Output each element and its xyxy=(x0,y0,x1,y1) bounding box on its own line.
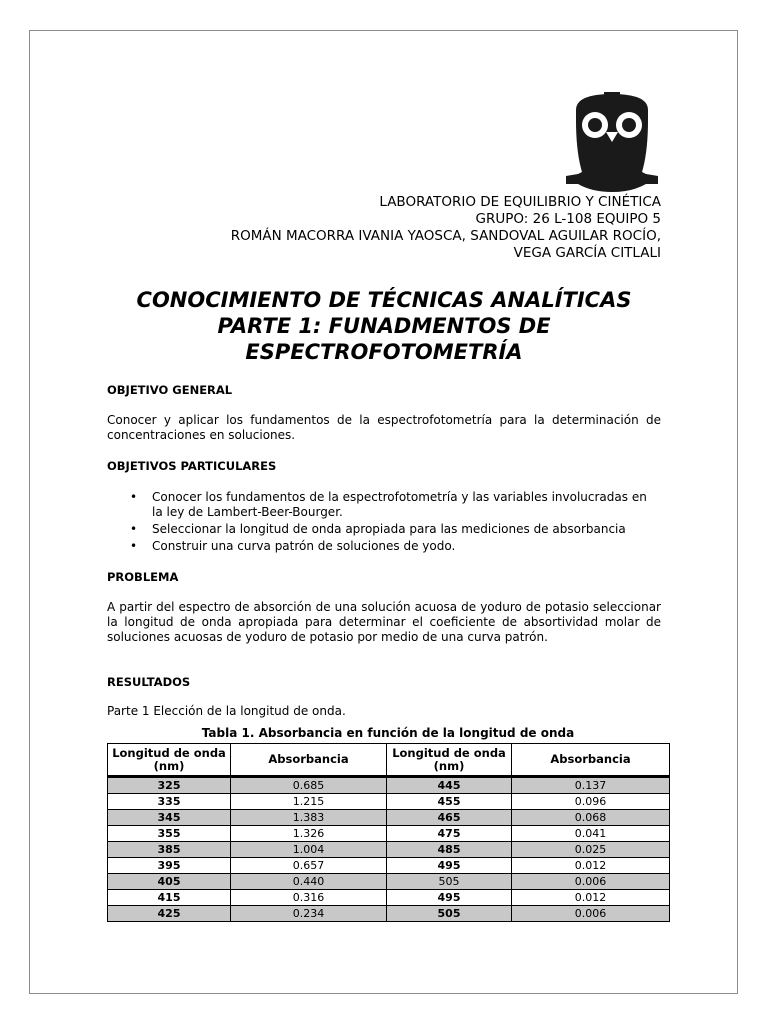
table-row xyxy=(108,777,670,794)
problema-heading: PROBLEMA xyxy=(107,570,179,584)
table-cell: 1.383 xyxy=(231,810,387,826)
table-cell: 355 xyxy=(108,826,231,842)
list-item: • Conocer los fundamentos de la espectrofotometría y las variables involucradas en la ley de Lambert-Beer-Bourger. xyxy=(130,490,647,519)
objetivo-general-heading: OBJETIVO GENERAL xyxy=(107,383,233,397)
table-row xyxy=(108,858,670,874)
bullet-icon: • xyxy=(130,522,138,536)
table-cell: 1.004 xyxy=(231,842,387,858)
document-header xyxy=(231,194,661,262)
table-row xyxy=(108,906,670,922)
table-row xyxy=(108,810,670,826)
table-cell: 0.006 xyxy=(512,874,670,890)
resultados-heading: RESULTADOS xyxy=(107,675,191,689)
table-cell: 325 xyxy=(108,777,231,794)
objetivo-general-text: Conocer y aplicar los fundamentos de la espectrofotometría para la determinación de concentraciones en soluciones. xyxy=(107,413,661,442)
table-cell: 0.096 xyxy=(512,794,670,810)
table-cell: 0.137 xyxy=(512,777,670,794)
title-line-2: PARTE 1: FUNADMENTOS DE xyxy=(217,314,551,338)
table-cell: 415 xyxy=(108,890,231,906)
table-cell: 0.041 xyxy=(512,826,670,842)
table-cell: 0.685 xyxy=(231,777,387,794)
table-cell: 405 xyxy=(108,874,231,890)
table-cell: 485 xyxy=(387,842,512,858)
table-cell: 0.440 xyxy=(231,874,387,890)
column-header: Absorbancia xyxy=(512,744,670,777)
objetivos-particulares-heading: OBJETIVOS PARTICULARES xyxy=(107,459,277,473)
table-cell: 0.316 xyxy=(231,890,387,906)
table-row xyxy=(108,794,670,810)
authors-line-2: VEGA GARCÍA CITLALI xyxy=(513,245,661,261)
bullet-icon: • xyxy=(130,539,138,553)
column-header: Longitud de onda (nm) xyxy=(108,744,231,777)
column-header: Longitud de onda (nm) xyxy=(387,744,512,777)
table-cell: 455 xyxy=(387,794,512,810)
title-line-3: ESPECTROFOTOMETRÍA xyxy=(245,340,523,364)
document-title xyxy=(100,287,668,365)
table-row xyxy=(108,826,670,842)
list-item: • Construir una curva patrón de soluciones de yodo. xyxy=(130,539,456,553)
table-cell: 1.326 xyxy=(231,826,387,842)
bullet-icon: • xyxy=(130,490,138,504)
table-cell: 495 xyxy=(387,890,512,906)
column-header: Absorbancia xyxy=(231,744,387,777)
table-cell: 0.025 xyxy=(512,842,670,858)
list-item: • Seleccionar la longitud de onda apropiada para las mediciones de absorbancia xyxy=(130,522,626,536)
table-cell: 445 xyxy=(387,777,512,794)
table-cell: 1.215 xyxy=(231,794,387,810)
resultados-subtitle: Parte 1 Elección de la longitud de onda. xyxy=(107,704,346,718)
university-owl-logo-icon xyxy=(562,92,662,194)
group-line: GRUPO: 26 L-108 EQUIPO 5 xyxy=(475,211,661,227)
table-cell: 335 xyxy=(108,794,231,810)
table-cell: 0.012 xyxy=(512,890,670,906)
table-cell: 395 xyxy=(108,858,231,874)
table-cell: 495 xyxy=(387,858,512,874)
lab-name: LABORATORIO DE EQUILIBRIO Y CINÉTICA xyxy=(379,194,661,210)
table-row xyxy=(108,890,670,906)
objetivos-particulares-list xyxy=(107,490,661,556)
title-line-1: CONOCIMIENTO DE TÉCNICAS ANALÍTICAS xyxy=(136,288,632,312)
authors-line-1: ROMÁN MACORRA IVANIA YAOSCA, SANDOVAL AGUILAR ROCÍO, xyxy=(230,228,661,244)
table-cell: 475 xyxy=(387,826,512,842)
table-header-row xyxy=(108,744,670,777)
table-cell: 0.068 xyxy=(512,810,670,826)
table-cell: 0.657 xyxy=(231,858,387,874)
table-caption: Tabla 1. Absorbancia en función de la longitud de onda xyxy=(201,726,575,740)
table-row xyxy=(108,842,670,858)
table-cell: 385 xyxy=(108,842,231,858)
table-cell: 425 xyxy=(108,906,231,922)
table-cell: 0.234 xyxy=(231,906,387,922)
table-cell: 0.012 xyxy=(512,858,670,874)
table-cell: 345 xyxy=(108,810,231,826)
problema-text: A partir del espectro de absorción de una solución acuosa de yoduro de potasio seleccionar la longitud de onda apropiada para determinar el coeficiente de absortividad molar de soluciones acuosas de yoduro de potasio por medio de una curva patrón. xyxy=(107,600,661,644)
table-cell: 465 xyxy=(387,810,512,826)
absorbance-table xyxy=(107,743,670,922)
table-cell: 505 xyxy=(387,874,512,890)
table-cell: 505 xyxy=(387,906,512,922)
table-cell: 0.006 xyxy=(512,906,670,922)
table-row xyxy=(108,874,670,890)
